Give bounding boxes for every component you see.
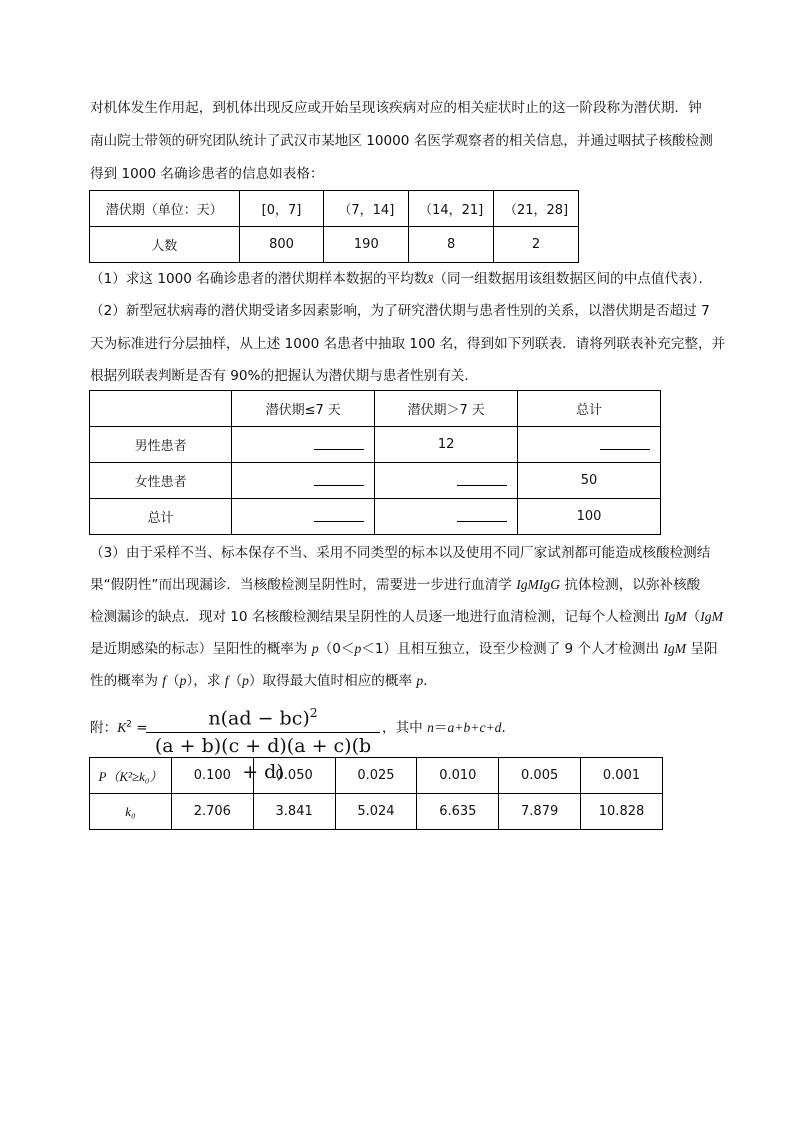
contingency-table bbox=[89, 390, 661, 535]
function-f: f bbox=[162, 673, 167, 688]
k-symbol: K bbox=[117, 720, 127, 735]
blank-cell bbox=[232, 463, 375, 499]
question-1-text-end: （同一组数据用该组数据区间的中点值代表）． bbox=[433, 271, 713, 287]
table-cell: k₀ bbox=[90, 794, 172, 830]
table-cell: （7，14] bbox=[324, 191, 409, 227]
fill-blank bbox=[314, 435, 364, 450]
fill-blank bbox=[457, 507, 507, 522]
question-2-line-1: （2）新型冠状病毒的潜伏期受诸多因素影响，为了研究潜伏期与患者性别的关系，以潜伏期是否超过 7 bbox=[90, 303, 710, 319]
table-cell: 潜伏期≤7 天 bbox=[232, 391, 375, 427]
formula-lhs bbox=[90, 716, 148, 736]
critical-value-row bbox=[90, 794, 663, 830]
function-f: f bbox=[224, 673, 229, 688]
fill-blank bbox=[457, 471, 507, 486]
question-1-text: （1）求这 1000 名确诊患者的潜伏期样本数据的平均数 bbox=[90, 271, 428, 287]
text-run: ． bbox=[501, 720, 516, 736]
formula-where bbox=[382, 716, 515, 736]
blank-cell bbox=[232, 499, 375, 535]
table-cell: 0.005 bbox=[499, 758, 581, 794]
fraction-numerator bbox=[144, 700, 382, 731]
antibody-term: IgM bbox=[700, 609, 723, 624]
table-cell: 人数 bbox=[90, 227, 240, 263]
fill-blank bbox=[314, 507, 364, 522]
text-run: 抗体检测，以弥补核酸 bbox=[560, 577, 701, 593]
table-cell: 3.841 bbox=[253, 794, 335, 830]
fraction-denominator: (a + b)(c + d)(a + c)(b + d) bbox=[154, 735, 372, 784]
antibody-term: IgM bbox=[663, 641, 687, 656]
table-cell: 100 bbox=[518, 499, 661, 535]
variable-p: p bbox=[311, 641, 319, 656]
fill-blank bbox=[600, 435, 650, 450]
variable-p: p bbox=[179, 673, 187, 688]
text-run: ． bbox=[423, 673, 437, 689]
question-3-line-5 bbox=[90, 671, 437, 691]
variable-p: p bbox=[416, 673, 424, 688]
text-run: 果“假阴性”而出现漏诊．当核酸检测呈阴性时，需要进一步进行血清学 bbox=[90, 577, 517, 593]
question-1 bbox=[90, 269, 712, 289]
question-3-line-2 bbox=[90, 575, 700, 595]
table-cell: P（K²≥k₀） bbox=[90, 758, 172, 794]
table-cell: 0.025 bbox=[335, 758, 417, 794]
text-run: 检测漏诊的缺点．现对 10 名核酸检测结果呈阴性的人员逐一地进行血清检测，记每个人检测出 bbox=[90, 609, 665, 625]
text-run: ＝ bbox=[433, 720, 448, 736]
question-2-line-3: 根据列联表判断是否有 90%的把握认为潜伏期与患者性别有关． bbox=[90, 368, 478, 384]
table-cell: 7.879 bbox=[499, 794, 581, 830]
variable-n: n bbox=[427, 720, 434, 735]
text-run: 性的概率为 bbox=[90, 673, 163, 689]
table-cell: 总计 bbox=[518, 391, 661, 427]
intro-line-2: 南山院士带领的研究团队统计了武汉市某地区 10000 名医学观察者的相关信息，并通过咽拭子核酸检测 bbox=[90, 133, 713, 149]
text-run: （ bbox=[166, 673, 180, 689]
equals-sign: = bbox=[131, 720, 148, 736]
incubation-table-count-row bbox=[90, 227, 579, 263]
question-3-line-4 bbox=[90, 639, 718, 659]
text-run: ），求 bbox=[186, 673, 225, 689]
table-cell: 10.828 bbox=[581, 794, 663, 830]
antibody-term: IgMIgG bbox=[516, 577, 561, 592]
mean-symbol: x̄ bbox=[427, 271, 434, 286]
table-cell: 6.635 bbox=[417, 794, 499, 830]
table-cell: （14，21] bbox=[409, 191, 494, 227]
table-cell: 2.706 bbox=[171, 794, 253, 830]
table-cell: 0.010 bbox=[417, 758, 499, 794]
variable-p: p bbox=[242, 673, 249, 688]
text-run: （ bbox=[686, 609, 701, 625]
contingency-row-male bbox=[90, 427, 661, 463]
numerator-text: n(ad − bc) bbox=[208, 707, 310, 730]
table-cell: [0，7] bbox=[239, 191, 324, 227]
sum-expression: a+b+c+d bbox=[447, 720, 502, 735]
table-cell: 12 bbox=[375, 427, 518, 463]
table-cell bbox=[90, 391, 232, 427]
text-run: 是近期感染的标志）呈阳性的概率为 bbox=[90, 641, 312, 657]
blank-cell bbox=[232, 427, 375, 463]
fill-blank bbox=[314, 471, 364, 486]
question-3-line-3 bbox=[90, 607, 723, 627]
table-cell: 0.050 bbox=[253, 758, 335, 794]
table-cell: 0.001 bbox=[581, 758, 663, 794]
numerator-exponent: 2 bbox=[309, 706, 318, 720]
appendix-label: 附： bbox=[90, 720, 118, 736]
probability-row bbox=[90, 758, 663, 794]
table-cell: 潜伏期（单位：天） bbox=[90, 191, 240, 227]
question-2-line-2: 天为标准进行分层抽样，从上述 1000 名患者中抽取 100 名，得到如下列联表．请将列联表补充完整，并 bbox=[90, 336, 726, 352]
table-cell: 5.024 bbox=[335, 794, 417, 830]
contingency-header-row bbox=[90, 391, 661, 427]
table-cell: 50 bbox=[518, 463, 661, 499]
blank-cell bbox=[518, 427, 661, 463]
text-run: （ bbox=[228, 673, 243, 689]
antibody-term: IgM bbox=[664, 609, 687, 624]
table-cell: 男性患者 bbox=[90, 427, 232, 463]
table-cell: 总计 bbox=[90, 499, 232, 535]
contingency-row-total bbox=[90, 499, 661, 535]
text-run: （0＜ bbox=[318, 641, 355, 657]
table-cell: 800 bbox=[239, 227, 324, 263]
text-run: 呈阳 bbox=[686, 641, 718, 657]
variable-p: p bbox=[354, 641, 362, 656]
text-run: ，其中 bbox=[382, 720, 428, 736]
blank-cell bbox=[375, 463, 518, 499]
k-exponent: 2 bbox=[126, 719, 132, 730]
table-cell: 2 bbox=[494, 227, 579, 263]
table-cell: 潜伏期＞7 天 bbox=[375, 391, 518, 427]
intro-line-3: 得到 1000 名确诊患者的信息如表格： bbox=[90, 166, 324, 182]
table-cell: 0.100 bbox=[171, 758, 253, 794]
question-3-line-1: （3）由于采样不当、标本保存不当、采用不同类型的标本以及使用不同厂家试剂都可能造成核酸检测结 bbox=[90, 545, 711, 561]
critical-value-table bbox=[89, 757, 663, 830]
text-run: ）取得最大值时相应的概率 bbox=[248, 673, 417, 689]
table-cell: 女性患者 bbox=[90, 463, 232, 499]
table-cell: 190 bbox=[324, 227, 409, 263]
blank-cell bbox=[375, 499, 518, 535]
contingency-row-female bbox=[90, 463, 661, 499]
table-cell: （21，28] bbox=[494, 191, 579, 227]
table-cell: 8 bbox=[409, 227, 494, 263]
incubation-table bbox=[89, 190, 579, 263]
intro-line-1: 对机体发生作用起，到机体出现反应或开始呈现该疾病对应的相关症状时止的这一阶段称为潜伏期．钟 bbox=[90, 100, 702, 116]
incubation-table-header-row bbox=[90, 191, 579, 227]
text-run: ＜1）且相互独立，设至少检测了 9 个人才检测出 bbox=[361, 641, 664, 657]
